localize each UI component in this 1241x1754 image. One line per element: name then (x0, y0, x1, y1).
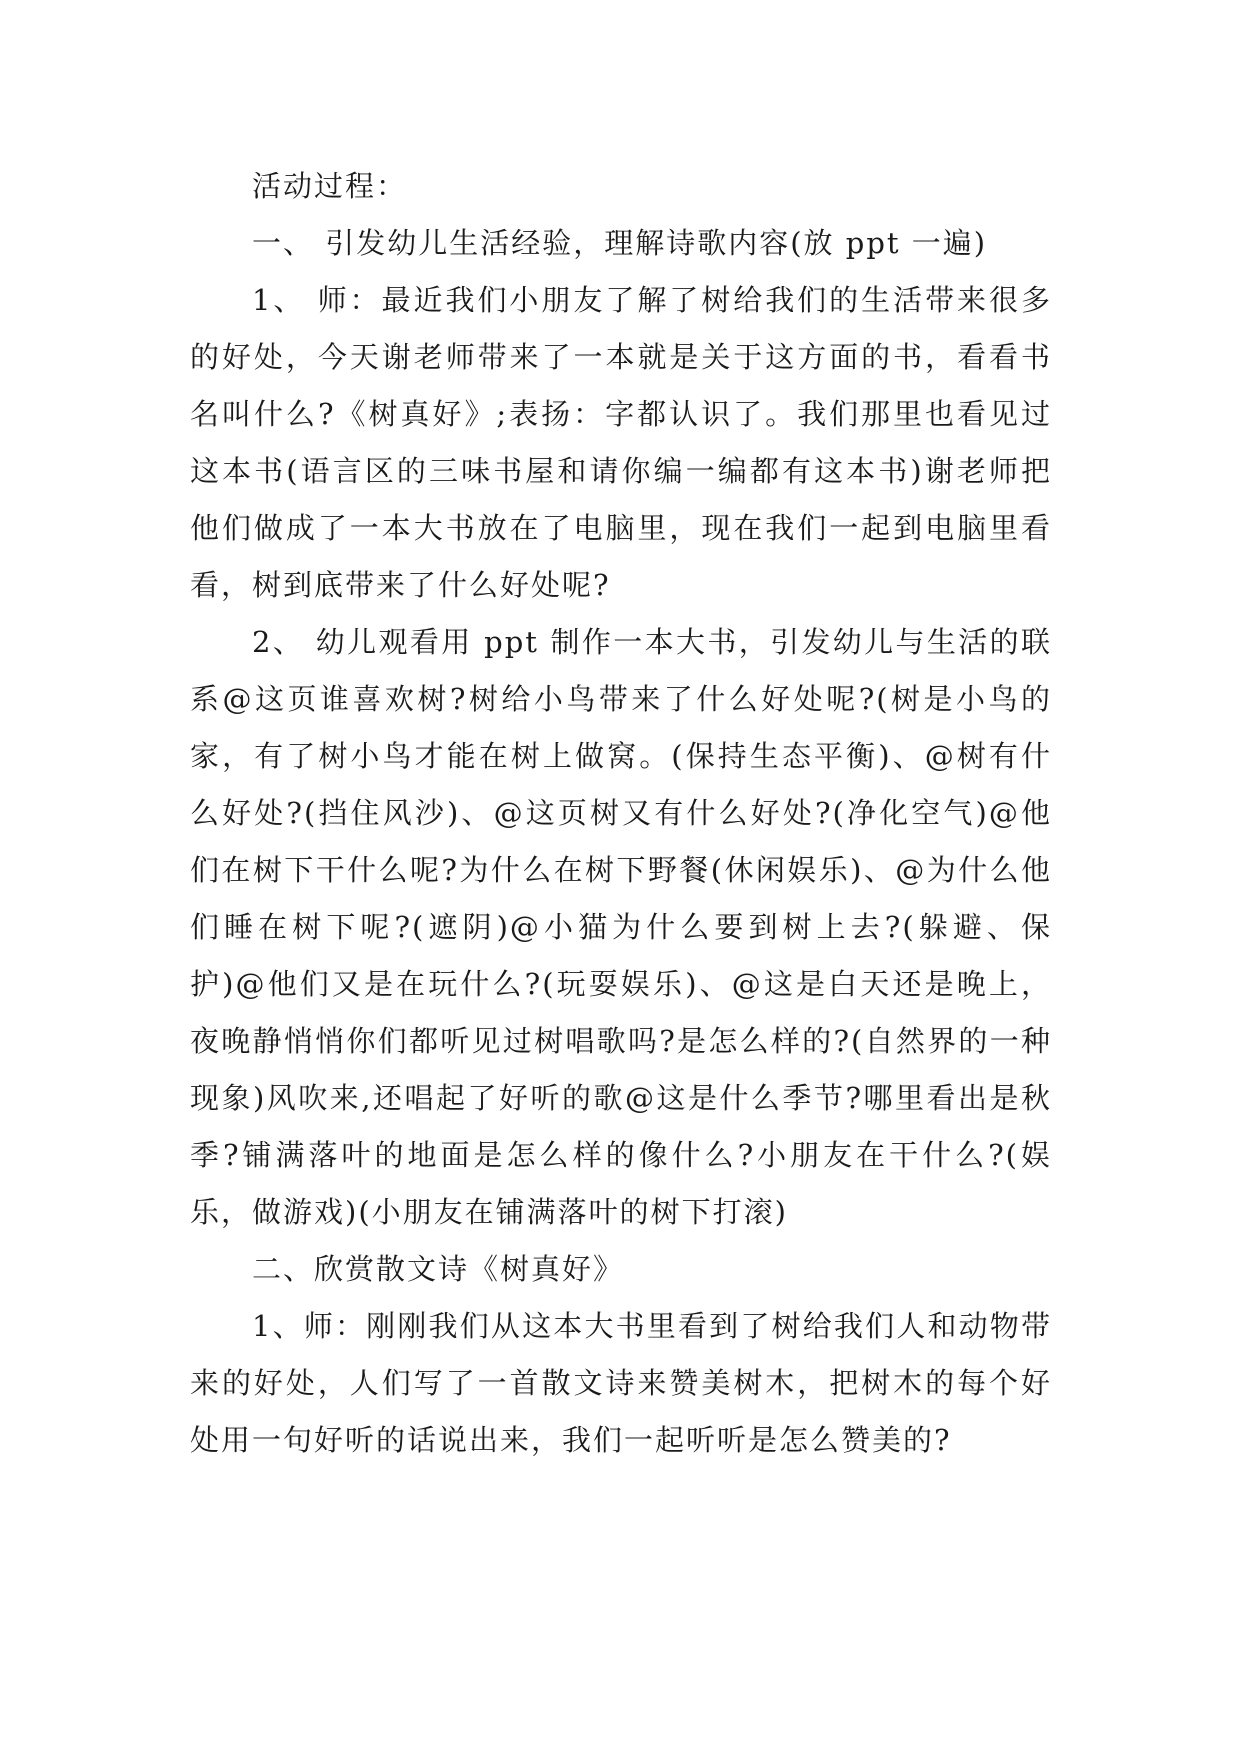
paragraph-step-2: 2、 幼儿观看用 ppt 制作一本大书，引发幼儿与生活的联系@这页谁喜欢树?树给小鸟带来了什么好处呢?(树是小鸟的家，有了树小鸟才能在树上做窝。(保持生态平衡)、@树有什么好处?(挡住风沙)、@这页树又有什么好处?(净化空气)@他们在树下干什么呢?为什么在树下野餐(休闲娱乐)、@为什么他们睡在树下呢?(遮阴)@小猫为什么要到树上去?(躲避、保护)@他们又是在玩什么?(玩耍娱乐)、@这是白天还是晚上，夜晚静悄悄你们都听见过树唱歌吗?是怎么样的?(自然界的一种现象)风吹来,还唱起了好听的歌@这是什么季节?哪里看出是秋季?铺满落叶的地面是怎么样的像什么?小朋友在干什么?(娱乐，做游戏)(小朋友在铺满落叶的树下打滚) (190, 625, 1052, 1229)
section-heading-one: 一、 引发幼儿生活经验，理解诗歌内容(放 ppt 一遍) (252, 226, 988, 260)
paragraph-step-1: 1、 师：最近我们小朋友了解了树给我们的生活带来很多的好处，今天谢老师带来了一本就是关于这方面的书，看看书名叫什么?《树真好》;表扬：字都认识了。我们那里也看见过这本书(语言区的三味书屋和请你编一编都有这本书)谢老师把他们做成了一本大书放在了电脑里，现在我们一起到电脑里看看，树到底带来了什么好处呢? (190, 283, 1052, 602)
heading-activity-process: 活动过程： (252, 169, 408, 203)
section-heading-two: 二、欣赏散文诗《树真好》 (252, 1252, 625, 1286)
paragraph-section-two-step-1: 1、师：刚刚我们从这本大书里看到了树给我们人和动物带来的好处，人们写了一首散文诗来赞美树木，把树木的每个好处用一句好听的话说出来，我们一起听听是怎么赞美的? (190, 1309, 1052, 1457)
document-body (190, 158, 1052, 1469)
